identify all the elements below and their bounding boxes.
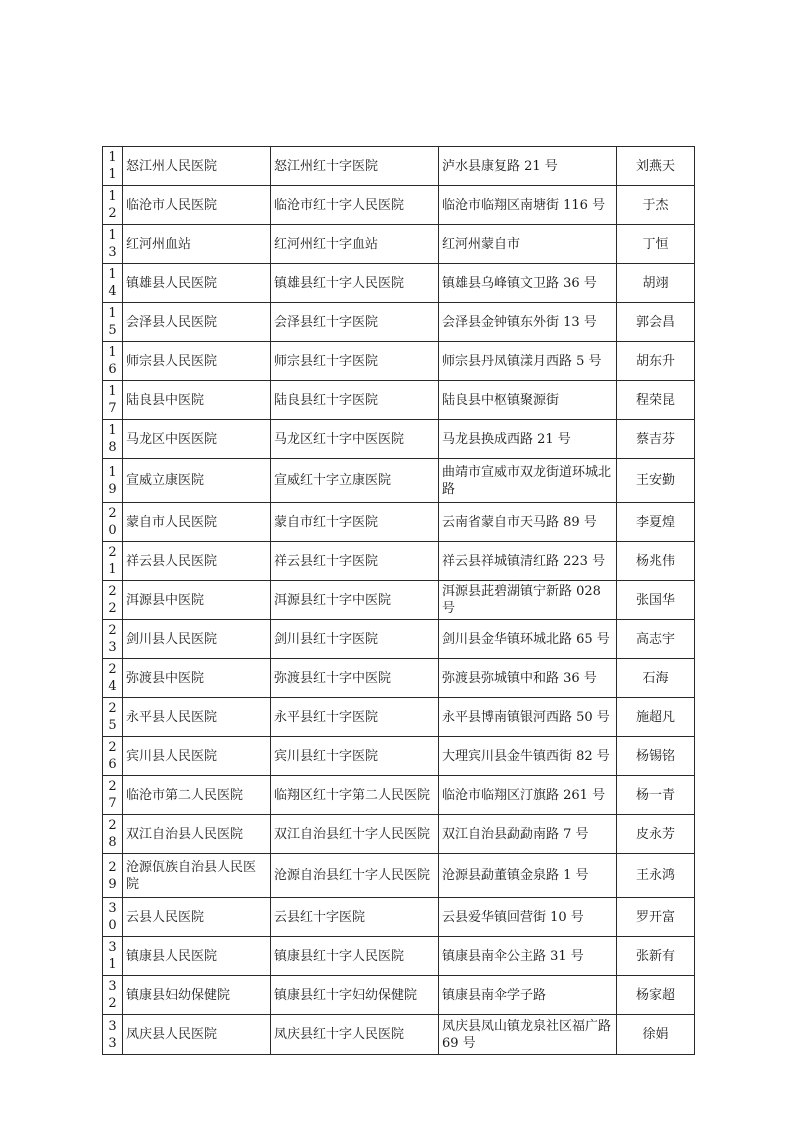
hospital-name-cell: 马龙区中医医院 [123,420,271,459]
hospital-name-cell: 双江自治县人民医院 [123,815,271,854]
hospital-name-cell: 会泽县人民医院 [123,303,271,342]
address-cell: 临沧市临翔区汀旗路 261 号 [439,776,617,815]
contact-person-cell: 皮永芳 [617,815,695,854]
address-cell: 镇康县南伞学子路 [439,976,617,1015]
contact-person-cell: 施超凡 [617,698,695,737]
address-cell: 云南省蒙自市天马路 89 号 [439,503,617,542]
hospital-name-cell: 祥云县人民医院 [123,542,271,581]
red-cross-name-cell: 云县红十字医院 [271,898,439,937]
hospital-name-cell: 永平县人民医院 [123,698,271,737]
row-number-cell: 16 [103,342,123,381]
hospital-name-cell: 剑川县人民医院 [123,620,271,659]
contact-person-cell: 杨兆伟 [617,542,695,581]
red-cross-name-cell: 镇雄县红十字人民医院 [271,264,439,303]
address-cell: 泸水县康复路 21 号 [439,147,617,186]
contact-person-cell: 李夏煌 [617,503,695,542]
address-cell: 马龙县换成西路 21 号 [439,420,617,459]
table-row [103,815,695,854]
contact-person-cell: 于杰 [617,186,695,225]
address-cell: 红河州蒙自市 [439,225,617,264]
contact-person-cell: 罗开富 [617,898,695,937]
hospital-name-cell: 陆良县中医院 [123,381,271,420]
table-row [103,147,695,186]
roster-table-body [103,147,695,1055]
contact-person-cell: 王安勤 [617,459,695,503]
row-number-cell: 29 [103,854,123,898]
table-row [103,659,695,698]
contact-person-cell: 丁恒 [617,225,695,264]
row-number-cell: 17 [103,381,123,420]
address-cell: 镇康县南伞公主路 31 号 [439,937,617,976]
red-cross-name-cell: 临沧市红十字人民医院 [271,186,439,225]
row-number-cell: 12 [103,186,123,225]
address-cell: 洱源县茈碧湖镇宁新路 028 号 [439,581,617,620]
hospital-name-cell: 镇雄县人民医院 [123,264,271,303]
contact-person-cell: 高志宇 [617,620,695,659]
hospital-name-cell: 云县人民医院 [123,898,271,937]
hospital-roster-table [102,146,695,1055]
red-cross-name-cell: 永平县红十字医院 [271,698,439,737]
table-row [103,420,695,459]
red-cross-name-cell: 洱源县红十字中医院 [271,581,439,620]
row-number-cell: 24 [103,659,123,698]
table-row [103,698,695,737]
address-cell: 曲靖市宣威市双龙街道环城北路 [439,459,617,503]
address-cell: 弥渡县弥城镇中和路 36 号 [439,659,617,698]
row-number-cell: 27 [103,776,123,815]
contact-person-cell: 石海 [617,659,695,698]
red-cross-name-cell: 弥渡县红十字中医院 [271,659,439,698]
hospital-name-cell: 临沧市第二人民医院 [123,776,271,815]
red-cross-name-cell: 剑川县红十字医院 [271,620,439,659]
address-cell: 会泽县金钟镇东外街 13 号 [439,303,617,342]
table-row [103,303,695,342]
table-row [103,186,695,225]
table-row [103,976,695,1015]
row-number-cell: 25 [103,698,123,737]
contact-person-cell: 杨锡铭 [617,737,695,776]
contact-person-cell: 胡东升 [617,342,695,381]
address-cell: 陆良县中枢镇聚源街 [439,381,617,420]
row-number-cell: 28 [103,815,123,854]
address-cell: 镇雄县乌峰镇文卫路 36 号 [439,264,617,303]
contact-person-cell: 徐娟 [617,1015,695,1055]
contact-person-cell: 刘燕天 [617,147,695,186]
red-cross-name-cell: 陆良县红十字医院 [271,381,439,420]
row-number-cell: 20 [103,503,123,542]
red-cross-name-cell: 怒江州红十字医院 [271,147,439,186]
contact-person-cell: 王永鸿 [617,854,695,898]
red-cross-name-cell: 双江自治县红十字人民医院 [271,815,439,854]
row-number-cell: 11 [103,147,123,186]
red-cross-name-cell: 马龙区红十字中医医院 [271,420,439,459]
address-cell: 沧源县勐董镇金泉路 1 号 [439,854,617,898]
table-row [103,459,695,503]
address-cell: 剑川县金华镇环城北路 65 号 [439,620,617,659]
red-cross-name-cell: 祥云县红十字医院 [271,542,439,581]
row-number-cell: 13 [103,225,123,264]
contact-person-cell: 杨家超 [617,976,695,1015]
row-number-cell: 19 [103,459,123,503]
address-cell: 永平县博南镇银河西路 50 号 [439,698,617,737]
red-cross-name-cell: 蒙自市红十字医院 [271,503,439,542]
address-cell: 云县爱华镇回营街 10 号 [439,898,617,937]
address-cell: 大理宾川县金牛镇西街 82 号 [439,737,617,776]
row-number-cell: 14 [103,264,123,303]
address-cell: 凤庆县凤山镇龙泉社区福广路 69 号 [439,1015,617,1055]
contact-person-cell: 郭会昌 [617,303,695,342]
hospital-name-cell: 宣威立康医院 [123,459,271,503]
table-row [103,776,695,815]
table-row [103,581,695,620]
hospital-name-cell: 镇康县妇幼保健院 [123,976,271,1015]
table-row [103,342,695,381]
red-cross-name-cell: 临翔区红十字第二人民医院 [271,776,439,815]
red-cross-name-cell: 宣威红十字立康医院 [271,459,439,503]
row-number-cell: 18 [103,420,123,459]
red-cross-name-cell: 红河州红十字血站 [271,225,439,264]
table-row [103,381,695,420]
table-row [103,937,695,976]
row-number-cell: 26 [103,737,123,776]
table-row [103,225,695,264]
table-row [103,620,695,659]
red-cross-name-cell: 镇康县红十字人民医院 [271,937,439,976]
address-cell: 祥云县祥城镇清红路 223 号 [439,542,617,581]
hospital-name-cell: 沧源佤族自治县人民医院 [123,854,271,898]
red-cross-name-cell: 会泽县红十字医院 [271,303,439,342]
red-cross-name-cell: 宾川县红十字医院 [271,737,439,776]
contact-person-cell: 胡翊 [617,264,695,303]
hospital-name-cell: 蒙自市人民医院 [123,503,271,542]
row-number-cell: 31 [103,937,123,976]
hospital-name-cell: 弥渡县中医院 [123,659,271,698]
red-cross-name-cell: 沧源自治县红十字人民医院 [271,854,439,898]
address-cell: 师宗县丹凤镇漾月西路 5 号 [439,342,617,381]
table-row [103,854,695,898]
row-number-cell: 22 [103,581,123,620]
hospital-name-cell: 红河州血站 [123,225,271,264]
hospital-name-cell: 宾川县人民医院 [123,737,271,776]
table-row [103,898,695,937]
row-number-cell: 23 [103,620,123,659]
hospital-name-cell: 凤庆县人民医院 [123,1015,271,1055]
row-number-cell: 21 [103,542,123,581]
address-cell: 临沧市临翔区南塘街 116 号 [439,186,617,225]
address-cell: 双江自治县勐勐南路 7 号 [439,815,617,854]
hospital-name-cell: 洱源县中医院 [123,581,271,620]
table-row [103,1015,695,1055]
contact-person-cell: 蔡吉芬 [617,420,695,459]
table-row [103,503,695,542]
contact-person-cell: 程荣昆 [617,381,695,420]
red-cross-name-cell: 凤庆县红十字人民医院 [271,1015,439,1055]
row-number-cell: 33 [103,1015,123,1055]
hospital-name-cell: 临沧市人民医院 [123,186,271,225]
hospital-name-cell: 师宗县人民医院 [123,342,271,381]
table-row [103,264,695,303]
contact-person-cell: 杨一青 [617,776,695,815]
red-cross-name-cell: 镇康县红十字妇幼保健院 [271,976,439,1015]
row-number-cell: 32 [103,976,123,1015]
red-cross-name-cell: 师宗县红十字医院 [271,342,439,381]
row-number-cell: 30 [103,898,123,937]
table-row [103,737,695,776]
hospital-name-cell: 怒江州人民医院 [123,147,271,186]
table-row [103,542,695,581]
contact-person-cell: 张国华 [617,581,695,620]
hospital-name-cell: 镇康县人民医院 [123,937,271,976]
contact-person-cell: 张新有 [617,937,695,976]
row-number-cell: 15 [103,303,123,342]
